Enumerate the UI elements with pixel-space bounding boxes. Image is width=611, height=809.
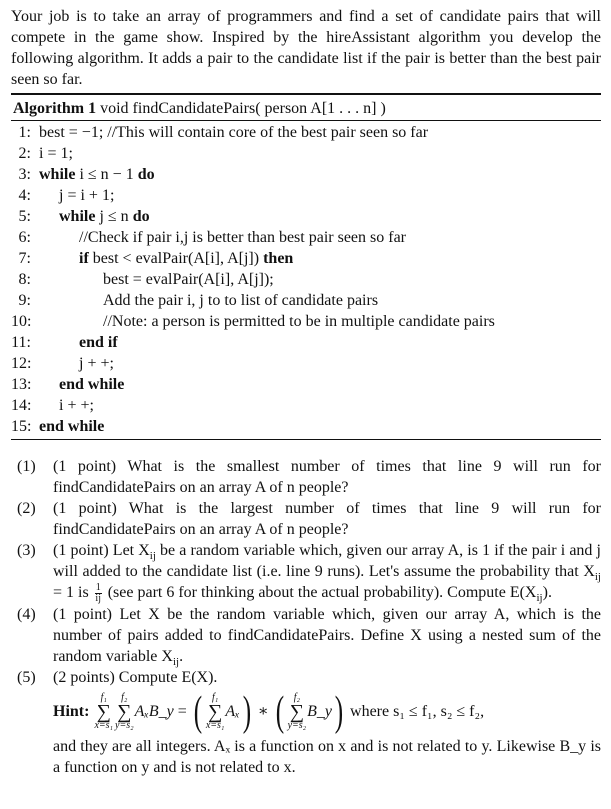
question-1 xyxy=(11,456,601,498)
hint-formula: Hint: f₁ ∑ x=s₁ f₂ ∑ y=s₂ AₓB_y = ( f₁ ∑ x=s₁ Aₓ ) ∗ ( f₂ ∑ y=s₂ B_y ) where s₁ ≤ f₁, s₂ ≤ f₂, xyxy=(53,688,485,735)
algorithm-line xyxy=(11,164,601,185)
algorithm-label: Algorithm 1 xyxy=(13,100,97,117)
algorithm-line xyxy=(11,227,601,248)
algorithm-line xyxy=(11,416,601,437)
line-number: 13: xyxy=(11,376,32,393)
line-code: while i ≤ n − 1 do xyxy=(39,166,155,183)
question-number: (3) xyxy=(17,542,36,559)
line-number: 12: xyxy=(11,355,32,372)
line-code: best = −1; //This will contain core of the best pair seen so far xyxy=(39,124,429,141)
line-number: 9: xyxy=(18,292,31,309)
question-text: (2 points) Compute E(X). xyxy=(53,668,218,686)
line-number: 3: xyxy=(18,166,31,183)
line-number: 14: xyxy=(11,397,32,414)
line-code: if best < evalPair(A[i], A[j]) then xyxy=(79,250,294,267)
algorithm-line xyxy=(11,395,601,416)
line-number: 8: xyxy=(18,271,31,288)
question-number: (4) xyxy=(17,605,36,623)
hint-label: Hint: xyxy=(53,703,90,721)
algorithm-line xyxy=(11,248,601,269)
algorithm-line xyxy=(11,353,601,374)
line-number: 4: xyxy=(18,187,31,204)
line-number: 6: xyxy=(18,229,31,246)
line-number: 10: xyxy=(11,313,32,330)
hint-condition: where s₁ ≤ f₁, s₂ ≤ f₂, xyxy=(350,703,485,721)
algorithm-line xyxy=(11,332,601,353)
line-code: Add the pair i, j to to list of candidate pairs xyxy=(103,292,379,309)
hint-explanation: and they are all integers. Aₓ is a function on x and is not related to y. Likewise B_y is a function on y and is not related to x. xyxy=(53,737,601,776)
algorithm-body xyxy=(11,121,601,439)
algorithm-signature: void findCandidatePairs( person A[1 . . . n] ) xyxy=(100,100,386,117)
question-list xyxy=(11,456,601,778)
question-number: (5) xyxy=(17,668,36,686)
question-4 xyxy=(11,604,601,667)
line-number: 7: xyxy=(18,250,31,267)
line-number: 1: xyxy=(18,124,31,141)
question-number: (2) xyxy=(17,500,36,517)
line-number: 2: xyxy=(18,145,31,162)
algorithm-line xyxy=(11,185,601,206)
question-5 xyxy=(11,667,601,778)
question-text: (1 point) What is the smallest number of times that line 9 will run for findCandidatePairs on an array A of n people? xyxy=(53,458,601,496)
line-number: 11: xyxy=(11,334,31,351)
line-code: end while xyxy=(59,376,125,393)
question-text: (1 point) Let X be the random variable which, given our array A, which is the number of pairs added to findCandidatePairs. Define X using a nested sum of the random variable $X_{ij}$. xyxy=(53,605,601,669)
question-text: (1 point) What is the largest number of times that line 9 will run for findCandidatePairs on an array A of n people? xyxy=(53,500,601,538)
question-number: (1) xyxy=(17,458,36,475)
fraction: $\frac{1}{ij}$ xyxy=(95,581,101,604)
intro-paragraph: Your job is to take an array of programmers and find a set of candidate pairs that will compete in the game show. Inspired by the hireAssistant algorithm you develop the following algorithm. It adds a pair to the candidate list if the pair is better than the best pair seen so far. xyxy=(11,8,601,88)
line-number: 5: xyxy=(18,208,31,225)
question-2 xyxy=(11,498,601,540)
line-code: end if xyxy=(79,334,118,351)
algorithm-line xyxy=(11,269,601,290)
line-number: 15: xyxy=(11,418,32,435)
line-code: //Check if pair i,j is better than best pair seen so far xyxy=(79,229,407,246)
algorithm-box xyxy=(11,93,601,440)
line-code: end while xyxy=(39,418,105,435)
line-code: j + +; xyxy=(79,355,114,372)
question-text: (1 point) Let $X_{ij}$ be a random variable which, given our array A, is 1 if the pair i and j will added to the candidate list (i.e. line 9 runs). Let's assume the probability that $X_{ij} = 1$ is $\frac{1}{ij}$ (see part 6 for thinking about the actual probability). Compute $E(X_{ij})$. xyxy=(53,542,602,605)
algorithm-line xyxy=(11,122,601,143)
line-code: while j ≤ n do xyxy=(59,208,150,225)
line-code: i + +; xyxy=(59,397,94,414)
algorithm-line xyxy=(11,143,601,164)
line-code: j = i + 1; xyxy=(59,187,115,204)
algorithm-line xyxy=(11,311,601,332)
algorithm-title xyxy=(11,95,601,120)
algorithm-line xyxy=(11,374,601,395)
question-3 xyxy=(11,540,601,604)
algorithm-line xyxy=(11,290,601,311)
line-code: i = 1; xyxy=(39,145,73,162)
line-code: //Note: a person is permitted to be in multiple candidate pairs xyxy=(103,313,495,330)
algorithm-line xyxy=(11,206,601,227)
line-code: best = evalPair(A[i], A[j]); xyxy=(103,271,274,288)
